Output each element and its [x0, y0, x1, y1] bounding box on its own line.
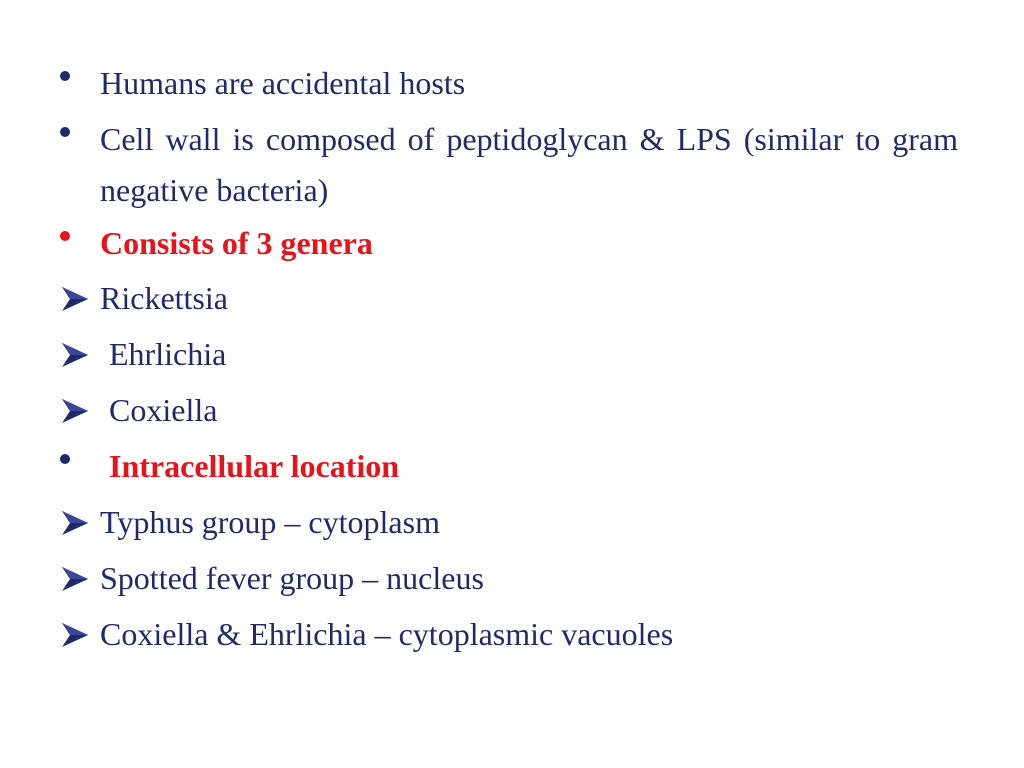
bullet-icon: [58, 58, 98, 109]
list-item-text: Humans are accidental hosts: [100, 65, 466, 101]
arrow-bullet-icon: [58, 553, 98, 604]
arrow-bullet-icon: [58, 329, 98, 380]
list-item-text: Cell wall is composed of peptidoglycan & LPS (similar to gram negative bacteria): [100, 121, 958, 208]
bullet-icon: [58, 218, 98, 269]
list-item-text: Coxiella & Ehrlichia – cytoplasmic vacuoles: [100, 616, 674, 652]
bullet-icon: [58, 114, 98, 165]
section-heading: Consists of 3 genera: [100, 225, 373, 261]
arrow-bullet-icon: [58, 609, 98, 660]
list-item-text: Rickettsia: [100, 280, 228, 316]
bullet-icon: [58, 441, 98, 492]
list-item-text: Ehrlichia: [109, 336, 227, 372]
list-item-text: Typhus group – cytoplasm: [100, 504, 440, 540]
arrow-bullet-icon: [58, 273, 98, 324]
section-heading: Intracellular location: [109, 448, 400, 484]
list-item-text: Spotted fever group – nucleus: [100, 560, 484, 596]
list-item: [58, 114, 958, 216]
arrow-bullet-icon: [58, 497, 98, 548]
arrow-bullet-icon: [58, 385, 98, 436]
list-item-text: Coxiella: [109, 392, 218, 428]
